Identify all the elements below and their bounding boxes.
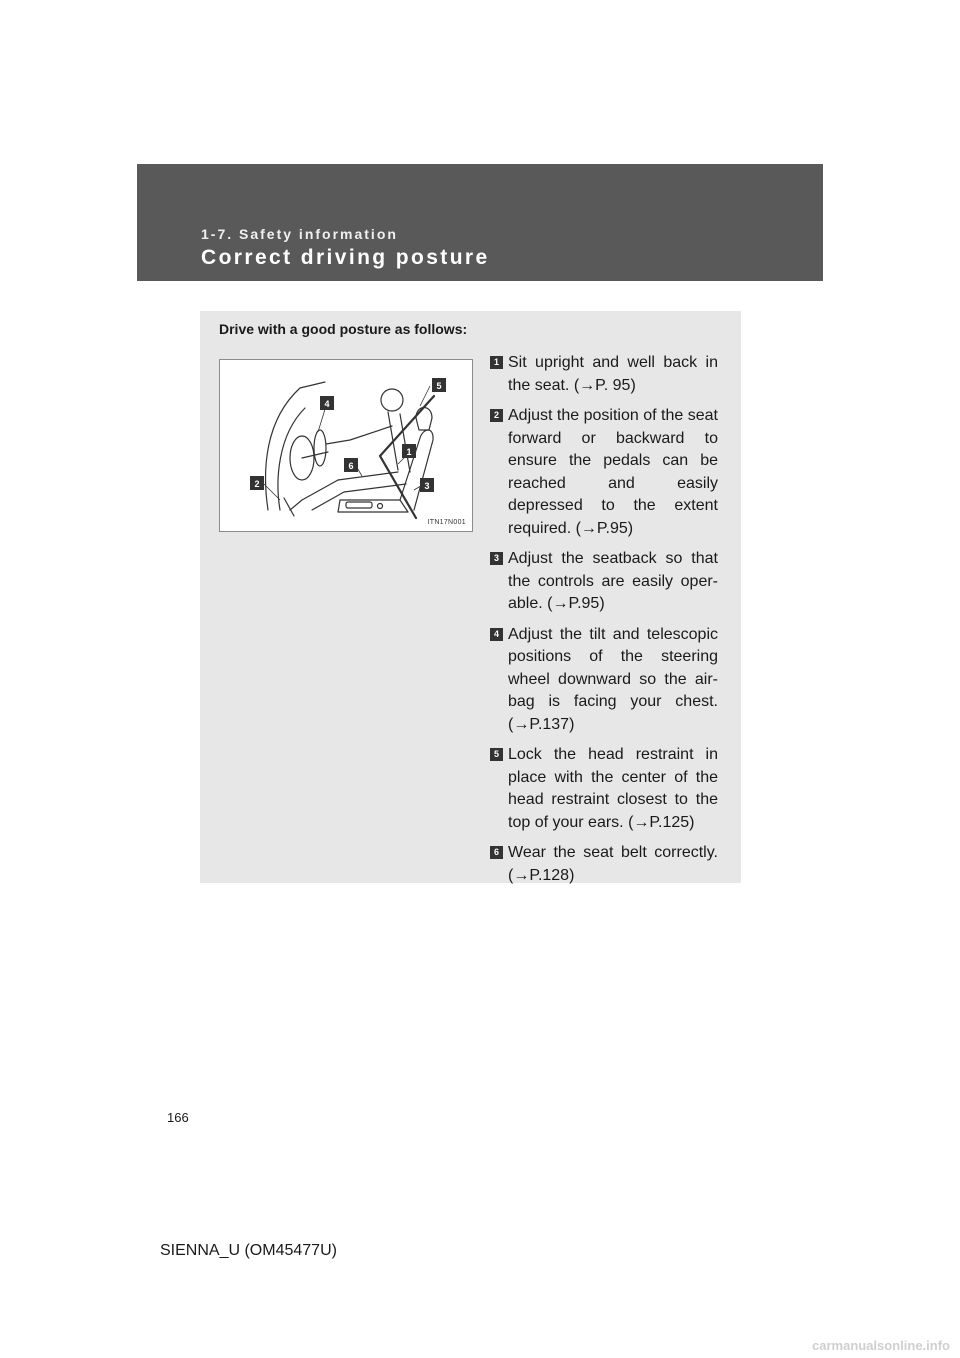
- callout-6: 6: [348, 461, 354, 471]
- step-number-badge: 2: [490, 409, 503, 422]
- figure-code: ITN17N001: [427, 519, 466, 526]
- driving-posture-illustration: [219, 359, 473, 532]
- posture-panel: [200, 311, 741, 883]
- callout-2: 2: [254, 479, 260, 489]
- page-title: Correct driving posture: [201, 246, 490, 269]
- step-item: [490, 548, 718, 616]
- watermark: carmanualsonline.info: [812, 1338, 950, 1353]
- step-number-badge: 1: [490, 356, 503, 369]
- step-text: Adjust the seatback so that the controls are easily oper- able. (→P.95): [508, 550, 718, 612]
- step-item: [490, 744, 718, 834]
- step-number-badge: 3: [490, 552, 503, 565]
- driver-seat-drawing: [220, 360, 472, 531]
- step-text: Adjust the position of the seat forward or backward to ensure the pedals can be reached and easily depressed to the extent required. (→P.95): [508, 407, 718, 537]
- callout-4: 4: [324, 399, 330, 409]
- step-item: [490, 624, 718, 737]
- section-label: 1-7. Safety information: [201, 226, 398, 242]
- step-item: [490, 352, 718, 397]
- step-item: [490, 405, 718, 540]
- step-text: Sit upright and well back in the seat. (→P. 95): [508, 354, 718, 394]
- step-text: Adjust the tilt and telescopic positions of the steering wheel downward so the air- bag is facing your chest. (→P.137): [508, 625, 718, 733]
- posture-steps-list: [490, 352, 718, 895]
- page-number: 166: [167, 1110, 189, 1125]
- callout-3: 3: [424, 481, 430, 491]
- intro-text: Drive with a good posture as follows:: [219, 321, 468, 337]
- callout-5: 5: [436, 381, 442, 391]
- step-number-badge: 6: [490, 846, 503, 859]
- document-code: SIENNA_U (OM45477U): [160, 1242, 337, 1259]
- step-number-badge: 5: [490, 748, 503, 761]
- step-number-badge: 4: [490, 628, 503, 641]
- chapter-header: [137, 164, 823, 281]
- callout-1: 1: [406, 447, 412, 457]
- step-item: [490, 842, 718, 887]
- step-text: Lock the head restraint in place with the center of the head restraint closest to the top of your ears. (→P.125): [508, 746, 718, 831]
- step-text: Wear the seat belt correctly. (→P.128): [508, 844, 718, 884]
